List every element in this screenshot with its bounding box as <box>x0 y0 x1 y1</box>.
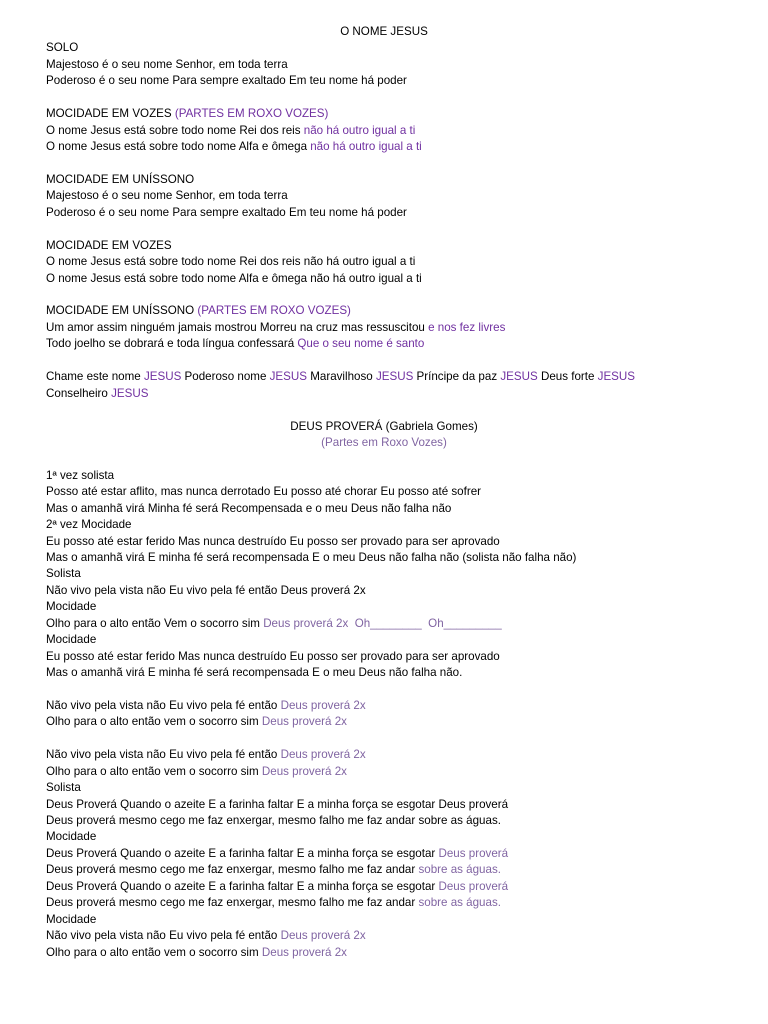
line-text: Mas o amanhã virá Minha fé será Recompensada e o meu Deus não falha não <box>46 501 452 515</box>
voices-part-text: Deus proverá 2x Oh________ Oh_________ <box>263 616 502 630</box>
voices-part-text: JESUS <box>500 370 538 384</box>
lyric-line <box>46 205 736 221</box>
line-text: Príncipe da paz <box>413 370 501 384</box>
voices-part-text: Deus proverá <box>438 846 509 860</box>
lyric-line <box>46 468 736 484</box>
lyric-line <box>46 599 736 615</box>
voices-part-text: (PARTES EM ROXO VOZES) <box>197 304 351 318</box>
lyric-line <box>46 336 736 352</box>
lyric-line <box>46 780 736 796</box>
line-text: Mocidade <box>46 830 97 844</box>
voices-part-text: Deus proverá 2x <box>280 748 366 762</box>
voices-part-text: sobre as águas. <box>418 896 501 910</box>
line-text: Deus proverá mesmo cego me faz enxergar, mesmo falho me faz andar <box>46 863 419 877</box>
line-text: Majestoso é o seu nome Senhor, em toda terra <box>46 189 288 203</box>
blank-line <box>46 156 736 172</box>
voices-part-text: Deus proverá 2x <box>261 715 347 729</box>
lyric-line <box>46 386 736 402</box>
line-text: Todo joelho se dobrará e toda língua confessará <box>46 337 298 351</box>
lyric-line <box>46 698 736 714</box>
lyric-line <box>46 797 736 813</box>
voices-part-text: JESUS <box>111 386 149 400</box>
line-text: Posso até estar aflito, mas nunca derrotado Eu posso até chorar Eu posso até sofrer <box>46 485 482 499</box>
lyric-line <box>46 583 736 599</box>
line-text: Olho para o alto então vem o socorro sim <box>46 945 262 959</box>
line-text: O nome Jesus está sobre todo nome Rei dos reis <box>46 123 304 137</box>
lyric-line <box>46 517 736 533</box>
centered-heading-line <box>46 24 722 40</box>
voices-part-text: não há outro igual a ti <box>310 140 422 154</box>
line-text: Poderoso é o seu nome Para sempre exaltado Em teu nome há poder <box>46 74 407 88</box>
voices-part-text: JESUS <box>143 370 182 384</box>
lyric-line <box>46 534 736 550</box>
lyric-line <box>46 501 736 517</box>
voices-part-text: JESUS <box>375 370 414 384</box>
line-text: Solista <box>46 567 81 581</box>
lyric-line <box>46 106 736 122</box>
voices-part-text: (Partes em Roxo Vozes) <box>321 435 447 449</box>
lyric-line <box>46 484 736 500</box>
line-text: Conselheiro <box>46 386 112 400</box>
lyric-line <box>46 73 736 89</box>
line-text: Deus proverá mesmo cego me faz enxergar, mesmo falho me faz andar <box>46 896 419 910</box>
line-text: O nome Jesus está sobre todo nome Rei dos reis não há outro igual a ti <box>46 255 416 269</box>
lyric-line <box>46 846 736 862</box>
lyric-line <box>46 188 736 204</box>
voices-part-text: Que o seu nome é santo <box>297 337 425 351</box>
line-text: Não vivo pela vista não Eu vivo pela fé então <box>46 698 281 712</box>
voices-part-text: JESUS <box>597 370 636 384</box>
line-text: Mocidade <box>46 633 97 647</box>
blank-line <box>46 287 736 303</box>
line-text: Deus Proverá Quando o azeite E a farinha faltar E a minha força se esgotar <box>46 879 439 893</box>
line-text: DEUS PROVERÁ (Gabriela Gomes) <box>290 419 478 433</box>
lyric-line <box>46 928 736 944</box>
line-text: Poderoso é o seu nome Para sempre exaltado Em teu nome há poder <box>46 205 407 219</box>
line-text: Olho para o alto então vem o socorro sim <box>46 715 262 729</box>
line-text: Olho para o alto então Vem o socorro sim <box>46 616 264 630</box>
voices-part-text: Deus proverá 2x <box>261 764 347 778</box>
line-text: Eu posso até estar ferido Mas nunca destruído Eu posso ser provado para ser aprovado <box>46 649 500 663</box>
line-text: Mas o amanhã virá E minha fé será recompensada E o meu Deus não falha não. <box>46 666 463 680</box>
lyric-line <box>46 566 736 582</box>
line-text: Chame este nome <box>46 370 144 384</box>
line-text: Poderoso nome <box>181 370 270 384</box>
lyric-line <box>46 616 736 632</box>
lyric-line <box>46 369 736 385</box>
lyric-line <box>46 238 736 254</box>
blank-line <box>46 90 736 106</box>
voices-part-text: (PARTES EM ROXO VOZES) <box>174 107 329 121</box>
line-text: 2ª vez Mocidade <box>46 518 132 532</box>
lyric-line <box>46 550 736 566</box>
lyric-line <box>46 879 736 895</box>
line-text: Deus proverá mesmo cego me faz enxergar, mesmo falho me faz andar sobre as águas. <box>46 814 501 827</box>
lyric-line <box>46 40 736 56</box>
lyric-line <box>46 714 736 730</box>
line-text: 1ª vez solista <box>46 468 115 482</box>
lyric-line <box>46 303 736 319</box>
lyrics-document <box>46 24 736 961</box>
lyric-line <box>46 649 736 665</box>
line-text: O nome Jesus está sobre todo nome Alfa e ômega não há outro igual a ti <box>46 271 422 285</box>
lyric-line <box>46 829 736 845</box>
line-text: Mocidade <box>46 912 97 926</box>
line-text: MOCIDADE EM VOZES <box>46 107 175 121</box>
line-text: MOCIDADE EM UNÍSSONO <box>46 172 195 186</box>
blank-line <box>46 353 736 369</box>
lyric-line <box>46 895 736 911</box>
line-text: Deus Proverá Quando o azeite E a farinha faltar E a minha força se esgotar Deus proverá <box>46 797 509 811</box>
voices-part-text: JESUS <box>269 370 307 384</box>
blank-line <box>46 682 736 698</box>
lyric-line <box>46 123 736 139</box>
line-text: MOCIDADE EM VOZES <box>46 238 172 252</box>
line-text: Eu posso até estar ferido Mas nunca destruído Eu posso ser provado para ser aprovado <box>46 534 500 548</box>
line-text: Maravilhoso <box>307 370 376 384</box>
centered-heading-line <box>46 419 722 435</box>
line-text: Um amor assim ninguém jamais mostrou Morreu na cruz mas ressuscitou <box>46 320 429 334</box>
line-text: Majestoso é o seu nome Senhor, em toda terra <box>46 57 288 71</box>
blank-line <box>46 451 736 467</box>
voices-part-text: e nos fez livres <box>428 320 506 334</box>
lyric-line <box>46 139 736 155</box>
lyric-line <box>46 764 736 780</box>
line-text: O NOME JESUS <box>340 25 428 38</box>
blank-line <box>46 221 736 237</box>
line-text: O nome Jesus está sobre todo nome Alfa e ômega <box>46 140 311 154</box>
voices-part-text: Deus proverá 2x <box>280 698 366 712</box>
line-text: Mocidade <box>46 600 97 614</box>
lyric-line <box>46 747 736 763</box>
line-text: Não vivo pela vista não Eu vivo pela fé então <box>46 929 281 943</box>
line-text: Não vivo pela vista não Eu vivo pela fé então Deus proverá 2x <box>46 583 366 597</box>
voices-part-text: Deus proverá 2x <box>261 945 347 959</box>
lyric-line <box>46 665 736 681</box>
voices-part-text: não há outro igual a ti <box>303 123 416 137</box>
blank-line <box>46 402 736 418</box>
lyric-line <box>46 813 736 829</box>
lyric-line <box>46 945 736 961</box>
lyric-line <box>46 632 736 648</box>
lyric-line <box>46 254 736 270</box>
lyric-line <box>46 271 736 287</box>
line-text: Não vivo pela vista não Eu vivo pela fé então <box>46 748 281 762</box>
blank-line <box>46 731 736 747</box>
lyric-line <box>46 862 736 878</box>
line-text: Mas o amanhã virá E minha fé será recompensada E o meu Deus não falha não (solista não falha não) <box>46 551 577 564</box>
line-text: SOLO <box>46 41 79 55</box>
lyric-line <box>46 172 736 188</box>
lyric-line <box>46 57 736 73</box>
voices-part-text: Deus proverá <box>438 879 509 893</box>
lyric-line <box>46 320 736 336</box>
lyric-line <box>46 912 736 928</box>
line-text: Deus Proverá Quando o azeite E a farinha faltar E a minha força se esgotar <box>46 846 439 860</box>
line-text: Solista <box>46 781 81 795</box>
line-text: Deus forte <box>537 370 598 384</box>
line-text: Olho para o alto então vem o socorro sim <box>46 764 262 778</box>
line-text: MOCIDADE EM UNÍSSONO <box>46 304 198 318</box>
voices-part-text: Deus proverá 2x <box>280 929 366 943</box>
voices-part-text: sobre as águas. <box>418 863 501 877</box>
centered-heading-line <box>46 435 722 451</box>
